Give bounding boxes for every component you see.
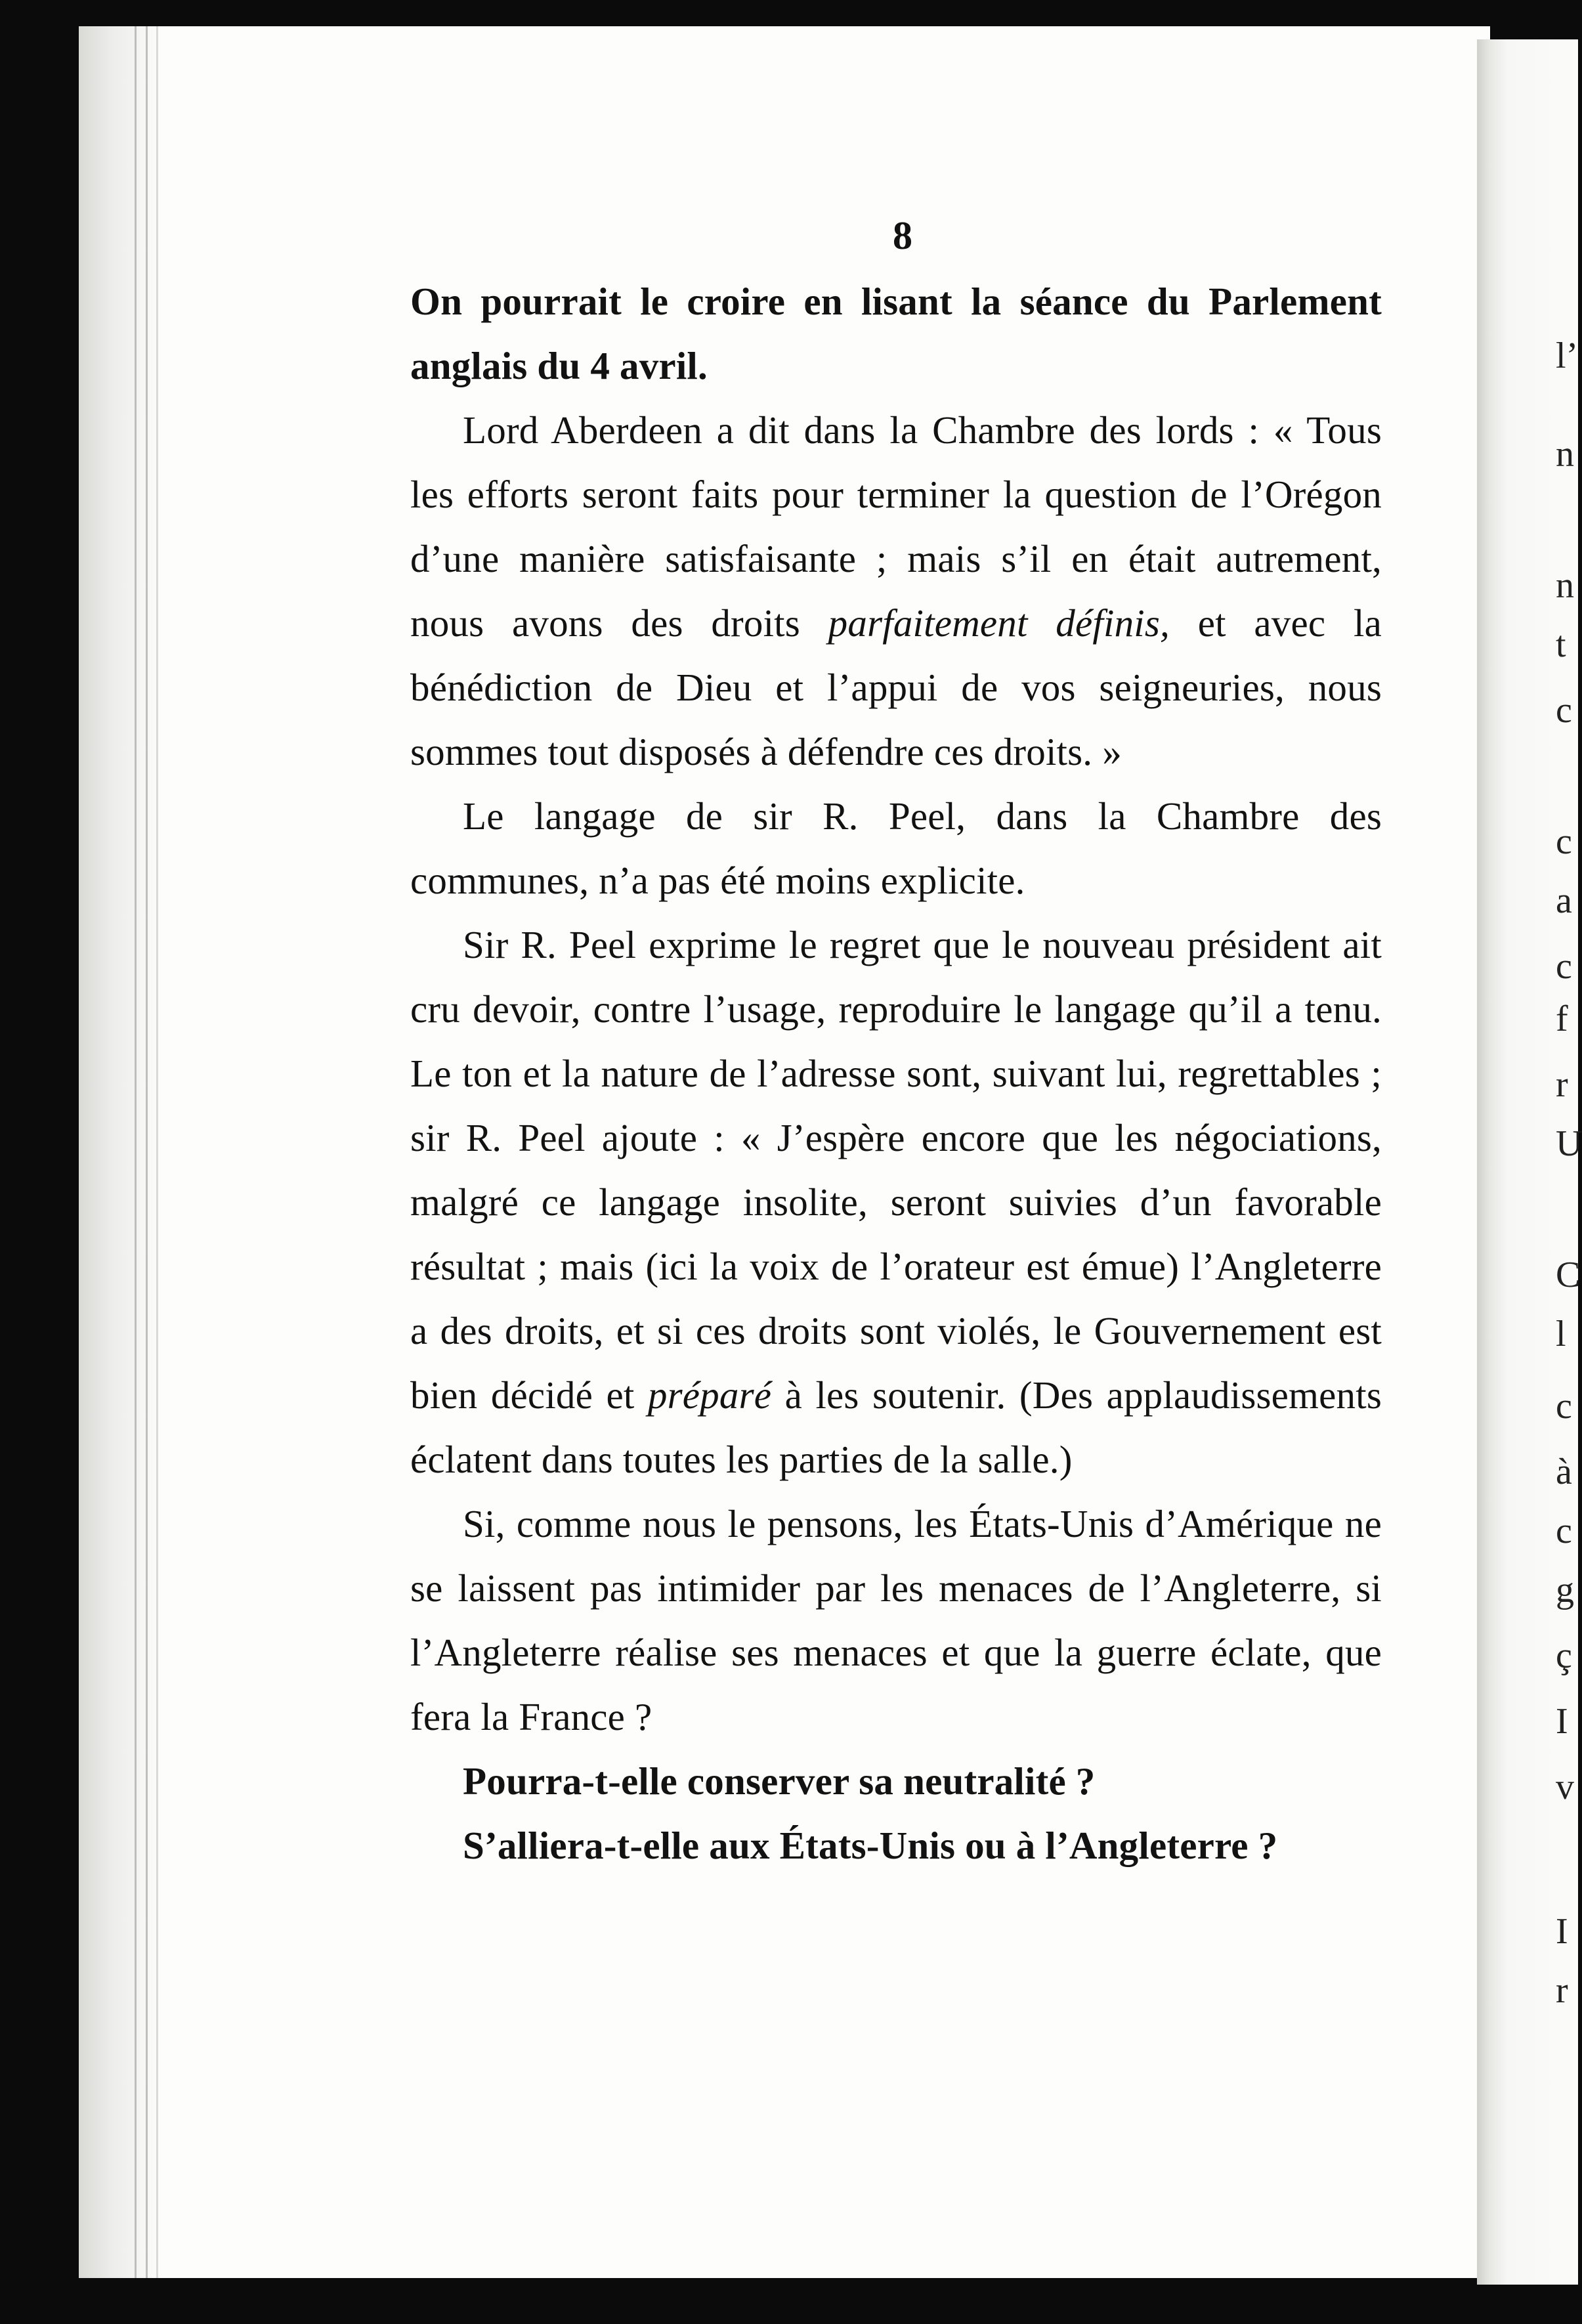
paragraph-text: à les soutenir. (Des applaudissements éclatent dans toutes les parties de la salle.)	[410, 1373, 1382, 1481]
italic-emphasis: parfaitement définis,	[828, 601, 1170, 645]
gutter-line	[146, 26, 148, 2278]
next-leaf-char: I	[1556, 1701, 1568, 1742]
next-leaf-char: c	[1556, 690, 1572, 731]
next-leaf-char: I	[1556, 1911, 1568, 1952]
paragraph-1	[410, 269, 1382, 398]
paragraph-text: Sir R. Peel exprime le regret que le nouveau président ait cru devoir, contre l’usage, reproduire le langage qu’il a tenu. Le ton et la nature de l’adresse sont, suivant lui, regrettables ; sir R. Peel ajoute : « J’espère encore que les négociations, malgré ce langage insolite, seront suivies d’un favorable résultat ; mais (ici la voix de l’orateur est émue) l’Angleterre a des droits, et si ces droits sont violés, le Gouvernement est bien décidé et	[410, 923, 1382, 1417]
next-leaf-char: l	[1556, 1314, 1566, 1354]
next-leaf-char: C	[1556, 1255, 1581, 1295]
next-leaf-char: n	[1556, 434, 1574, 475]
next-leaf-char: c	[1556, 946, 1572, 987]
next-leaf-char: n	[1556, 565, 1574, 606]
page-number: 8	[893, 214, 912, 257]
next-leaf-char: v	[1556, 1767, 1574, 1807]
paragraph-7	[410, 1813, 1382, 1878]
next-leaf-char: c	[1556, 1386, 1572, 1427]
next-leaf-char: a	[1556, 880, 1572, 921]
next-leaf-char: à	[1556, 1452, 1572, 1492]
next-leaf-char: c	[1556, 1511, 1572, 1551]
gutter-line	[135, 26, 137, 2278]
italic-emphasis: préparé	[647, 1373, 772, 1417]
gutter-line	[156, 26, 158, 2278]
paragraph-6	[410, 1749, 1382, 1813]
paragraph-text: Si, comme nous le pensons, les États-Unis d’Amérique ne se laissent pas intimider par les menaces de l’Angleterre, si l’Angleterre réalise ses menaces et que la guerre éclate, que fera la France ?	[410, 1502, 1382, 1738]
paragraph-text: et avec la bénédiction de Dieu et l’appui de vos seigneuries, nous sommes tout disposés à défendre ces droits. »	[410, 601, 1382, 773]
next-leaf-char: c	[1556, 821, 1572, 862]
body-text	[410, 269, 1382, 1878]
paragraph-text: On pourrait le croire en lisant la séance du Parlement anglais du 4 avril.	[410, 280, 1382, 387]
next-leaf-char: g	[1556, 1570, 1574, 1610]
next-leaf-char: ç	[1556, 1635, 1572, 1676]
paragraph-text: S’alliera-t-elle aux États-Unis ou à l’Angleterre ?	[463, 1824, 1278, 1867]
paragraph-text: Lord Aberdeen a dit dans la Chambre des lords : « Tous les efforts seront faits pour terminer la question de l’Orégon d’une manière satisfaisante ; mais s’il en était autrement, nous avons des droits	[410, 408, 1382, 645]
next-leaf-char: l’	[1556, 335, 1579, 376]
next-leaf-char: U	[1556, 1123, 1582, 1164]
paragraph-4	[410, 913, 1382, 1492]
paragraph-text: Pourra-t-elle conserver sa neutralité ?	[463, 1759, 1096, 1803]
paragraph-3	[410, 784, 1382, 913]
paragraph-2	[410, 398, 1382, 784]
next-leaf-char: f	[1556, 999, 1568, 1039]
next-leaf-char: t	[1556, 624, 1566, 665]
next-leaf-char: r	[1556, 1064, 1568, 1105]
next-leaf-char: r	[1556, 1970, 1568, 2011]
paragraph-5	[410, 1492, 1382, 1749]
paragraph-text: Le langage de sir R. Peel, dans la Chambre des communes, n’a pas été moins explicite.	[410, 794, 1382, 902]
